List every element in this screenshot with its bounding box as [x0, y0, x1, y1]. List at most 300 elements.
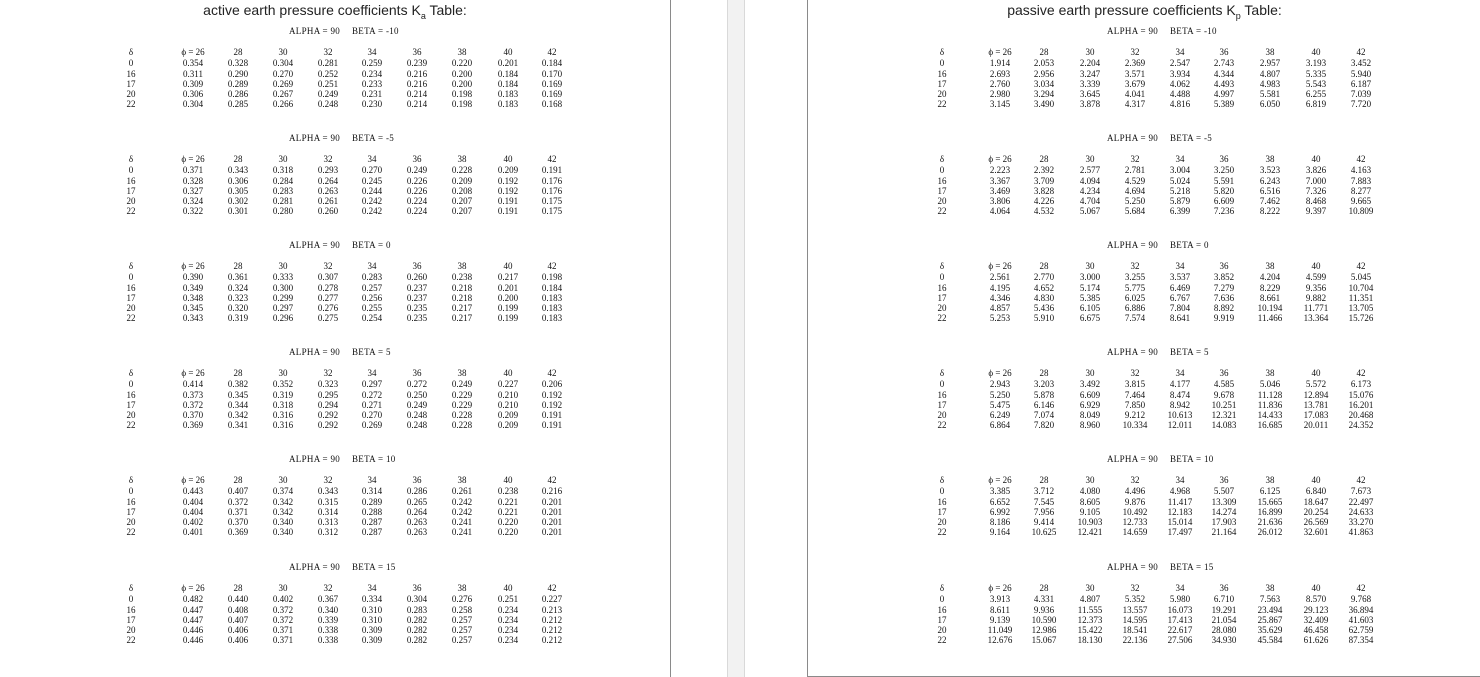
delta-value: 0 [939, 165, 945, 175]
phi-header: ϕ = 26 [988, 47, 1012, 57]
phi-header: 32 [1130, 475, 1140, 485]
coefficient-cell: 0.237 [406, 293, 428, 303]
coefficient-cell: 8.049 [1079, 410, 1101, 420]
phi-header: 42 [547, 475, 557, 485]
phi-header: 40 [1311, 261, 1321, 271]
coefficient-cell: 8.468 [1305, 196, 1327, 206]
delta-value: 17 [937, 186, 947, 196]
coefficient-cell: 4.807 [1259, 69, 1281, 79]
coefficient-cell: 7.820 [1033, 420, 1055, 430]
delta-value: 20 [937, 89, 947, 99]
coefficient-cell: 10.251 [1211, 400, 1237, 410]
coefficient-cell: 29.123 [1303, 605, 1329, 615]
coefficient-cell: 2.053 [1033, 58, 1055, 68]
coefficient-cell: 0.373 [182, 390, 204, 400]
coefficient-cell: 4.234 [1079, 186, 1101, 196]
coefficient-cell: 13.781 [1303, 400, 1329, 410]
coefficient-cell: 0.227 [497, 379, 519, 389]
alpha-label: ALPHA = 90 [289, 454, 341, 464]
coefficient-cell: 0.270 [361, 410, 383, 420]
coefficient-cell: 0.280 [272, 206, 294, 216]
coefficient-cell: 0.446 [182, 625, 204, 635]
coefficient-cell: 2.957 [1259, 58, 1281, 68]
coefficient-cell: 4.807 [1079, 594, 1101, 604]
phi-header: 30 [278, 47, 288, 57]
coefficient-cell: 3.913 [989, 594, 1011, 604]
coefficient-cell: 11.417 [1167, 497, 1193, 507]
coefficient-cell: 0.260 [317, 206, 339, 216]
phi-header: 28 [233, 475, 243, 485]
coefficient-cell: 2.693 [989, 69, 1011, 79]
coefficient-cell: 3.145 [989, 99, 1011, 109]
coefficient-cell: 0.344 [227, 400, 249, 410]
delta-value: 20 [126, 196, 136, 206]
table-row [0, 615, 670, 625]
coefficient-cell: 0.220 [497, 517, 519, 527]
alpha-label: ALPHA = 90 [1107, 26, 1159, 36]
coefficient-cell: 0.168 [541, 99, 563, 109]
coefficient-cell: 0.220 [451, 58, 473, 68]
coefficient-cell: 0.374 [272, 486, 294, 496]
header-row [0, 261, 670, 271]
delta-value: 22 [126, 206, 136, 216]
coefficient-cell: 12.421 [1077, 527, 1103, 537]
coefficient-cell: 0.414 [182, 379, 204, 389]
coefficient-cell: 8.222 [1259, 206, 1281, 216]
delta-header: δ [128, 47, 134, 57]
coefficient-cell: 19.291 [1211, 605, 1237, 615]
coefficient-cell: 4.652 [1033, 283, 1055, 293]
phi-header: 34 [367, 475, 377, 485]
coefficient-cell: 0.302 [227, 196, 249, 206]
header-row [0, 47, 670, 57]
delta-value: 17 [937, 79, 947, 89]
coefficient-cell: 0.345 [227, 390, 249, 400]
phi-header: 38 [1265, 475, 1275, 485]
delta-value: 17 [937, 615, 947, 625]
coefficient-cell: 0.315 [317, 497, 339, 507]
delta-value: 20 [937, 303, 947, 313]
beta-label: BETA = -10 [352, 26, 399, 36]
coefficient-cell: 3.000 [1079, 272, 1101, 282]
coefficient-cell: 0.324 [227, 283, 249, 293]
coefficient-cell: 4.094 [1079, 176, 1101, 186]
coefficient-cell: 0.249 [451, 379, 473, 389]
coefficient-cell: 7.039 [1350, 89, 1372, 99]
coefficient-cell: 0.443 [182, 486, 204, 496]
coefficient-cell: 0.370 [182, 410, 204, 420]
coefficient-cell: 9.105 [1079, 507, 1101, 517]
coefficient-cell: 0.192 [497, 186, 519, 196]
coefficient-cell: 5.475 [989, 400, 1011, 410]
coefficient-cell: 0.210 [497, 390, 519, 400]
table-row [808, 196, 1480, 206]
coefficient-cell: 0.263 [406, 527, 428, 537]
phi-header: 32 [1130, 154, 1140, 164]
coefficient-cell: 6.886 [1124, 303, 1146, 313]
beta-label: BETA = 15 [1170, 562, 1214, 572]
phi-header: 38 [457, 47, 467, 57]
delta-value: 16 [126, 390, 136, 400]
phi-header: 30 [278, 475, 288, 485]
coefficient-cell: 0.293 [317, 165, 339, 175]
coefficient-cell: 2.760 [989, 79, 1011, 89]
coefficient-cell: 6.243 [1259, 176, 1281, 186]
delta-value: 0 [128, 594, 134, 604]
phi-header: 32 [323, 261, 333, 271]
coefficient-cell: 0.224 [406, 196, 428, 206]
coefficient-cell: 9.212 [1124, 410, 1146, 420]
table-row [808, 293, 1480, 303]
table-row [808, 303, 1480, 313]
coefficient-cell: 0.369 [227, 527, 249, 537]
phi-header: 32 [1130, 47, 1140, 57]
coefficient-cell: 3.852 [1213, 272, 1235, 282]
table-row [0, 486, 670, 496]
coefficient-cell: 0.257 [451, 625, 473, 635]
coefficient-cell: 0.287 [361, 517, 383, 527]
coefficient-cell: 0.371 [227, 507, 249, 517]
coefficient-cell: 0.318 [272, 165, 294, 175]
phi-header: 40 [503, 47, 513, 57]
phi-header: 30 [278, 261, 288, 271]
coefficient-cell: 0.200 [451, 69, 473, 79]
coefficient-cell: 35.629 [1257, 625, 1283, 635]
coefficient-cell: 11.466 [1257, 313, 1283, 323]
coefficient-cell: 2.943 [989, 379, 1011, 389]
title-subscript: p [1235, 10, 1241, 21]
table-row [808, 635, 1480, 645]
phi-header: ϕ = 26 [988, 261, 1012, 271]
phi-header: 40 [1311, 475, 1321, 485]
header-row [808, 261, 1480, 271]
coefficient-cell: 0.342 [272, 497, 294, 507]
coefficient-cell: 0.245 [361, 176, 383, 186]
delta-value: 20 [937, 517, 947, 527]
coefficient-cell: 7.850 [1124, 400, 1146, 410]
coefficient-cell: 15.076 [1348, 390, 1374, 400]
delta-value: 0 [939, 486, 945, 496]
coefficient-cell: 11.771 [1303, 303, 1329, 313]
coefficient-cell: 0.406 [227, 625, 249, 635]
coefficient-cell: 3.294 [1033, 89, 1055, 99]
coefficient-cell: 0.184 [541, 283, 563, 293]
coefficient-cell: 0.289 [227, 79, 249, 89]
coefficient-cell: 0.241 [451, 527, 473, 537]
delta-value: 0 [128, 379, 134, 389]
coefficient-cell: 12.011 [1167, 420, 1193, 430]
coefficient-cell: 10.492 [1122, 507, 1148, 517]
phi-header: 28 [233, 261, 243, 271]
delta-value: 16 [937, 69, 947, 79]
coefficient-cell: 0.198 [541, 272, 563, 282]
coefficient-cell: 0.281 [272, 196, 294, 206]
coefficient-cell: 7.326 [1305, 186, 1327, 196]
coefficient-cell: 3.004 [1169, 165, 1191, 175]
coefficient-cell: 2.577 [1079, 165, 1101, 175]
delta-value: 22 [126, 420, 136, 430]
header-row [0, 154, 670, 164]
coefficient-cell: 0.252 [317, 69, 339, 79]
coefficient-cell: 0.184 [497, 79, 519, 89]
phi-header: 36 [412, 475, 422, 485]
coefficient-cell: 5.046 [1259, 379, 1281, 389]
coefficient-cell: 8.474 [1169, 390, 1191, 400]
coefficient-cell: 18.130 [1077, 635, 1103, 645]
alpha-label: ALPHA = 90 [289, 240, 341, 250]
coefficient-cell: 0.307 [317, 272, 339, 282]
coefficient-cell: 7.279 [1213, 283, 1235, 293]
coefficient-cell: 0.249 [317, 89, 339, 99]
coefficient-cell: 0.270 [361, 165, 383, 175]
coefficient-cell: 0.206 [541, 379, 563, 389]
coefficient-cell: 0.257 [451, 615, 473, 625]
coefficient-cell: 0.282 [406, 635, 428, 645]
coefficient-cell: 11.049 [987, 625, 1013, 635]
alpha-label: ALPHA = 90 [289, 26, 341, 36]
table-row [0, 420, 670, 430]
table-row [808, 272, 1480, 282]
coefficient-cell: 5.045 [1350, 272, 1372, 282]
coefficient-cell: 0.213 [541, 605, 563, 615]
beta-label: BETA = 0 [352, 240, 391, 250]
alpha-label: ALPHA = 90 [1107, 347, 1159, 357]
delta-value: 22 [126, 99, 136, 109]
delta-value: 20 [126, 303, 136, 313]
phi-header: 34 [367, 47, 377, 57]
coefficient-cell: 0.272 [361, 390, 383, 400]
coefficient-cell: 6.864 [989, 420, 1011, 430]
coefficient-cell: 0.446 [182, 635, 204, 645]
coefficient-cell: 7.462 [1259, 196, 1281, 206]
coefficient-cell: 13.309 [1211, 497, 1237, 507]
coefficient-cell: 2.561 [989, 272, 1011, 282]
table-row [808, 176, 1480, 186]
coefficient-cell: 0.234 [497, 605, 519, 615]
coefficient-cell: 0.265 [406, 497, 428, 507]
coefficient-cell: 11.351 [1348, 293, 1374, 303]
coefficient-cell: 3.367 [989, 176, 1011, 186]
coefficient-cell: 0.318 [272, 400, 294, 410]
coefficient-cell: 0.316 [272, 420, 294, 430]
coefficient-cell: 9.768 [1350, 594, 1372, 604]
coefficient-cell: 10.903 [1077, 517, 1103, 527]
beta-label: BETA = 0 [1170, 240, 1209, 250]
coefficient-cell: 0.278 [317, 283, 339, 293]
phi-header: 42 [1356, 475, 1366, 485]
coefficient-cell: 5.250 [1124, 196, 1146, 206]
coefficient-cell: 7.236 [1213, 206, 1235, 216]
phi-header: ϕ = 26 [181, 261, 205, 271]
coefficient-cell: 5.581 [1259, 89, 1281, 99]
coefficient-cell: 4.317 [1124, 99, 1146, 109]
coefficient-cell: 15.422 [1077, 625, 1103, 635]
header-row [808, 475, 1480, 485]
coefficient-cell: 4.177 [1169, 379, 1191, 389]
phi-header: 28 [233, 368, 243, 378]
phi-header: 32 [323, 583, 333, 593]
coefficient-cell: 5.067 [1079, 206, 1101, 216]
table-row [808, 58, 1480, 68]
table-row [0, 89, 670, 99]
coefficient-cell: 10.625 [1031, 527, 1057, 537]
table-row [0, 313, 670, 323]
coefficient-cell: 4.816 [1169, 99, 1191, 109]
coefficient-cell: 0.276 [317, 303, 339, 313]
coefficient-cell: 10.194 [1257, 303, 1283, 313]
coefficient-cell: 5.879 [1169, 196, 1191, 206]
coefficient-cell: 0.354 [182, 58, 204, 68]
coefficient-cell: 3.203 [1033, 379, 1055, 389]
table-row [0, 390, 670, 400]
coefficient-cell: 0.228 [451, 410, 473, 420]
phi-header: 30 [1085, 583, 1095, 593]
phi-header: 28 [233, 583, 243, 593]
coefficient-cell: 23.494 [1257, 605, 1283, 615]
phi-header: ϕ = 26 [181, 368, 205, 378]
coefficient-cell: 16.201 [1348, 400, 1374, 410]
coefficient-cell: 0.340 [317, 605, 339, 615]
coefficient-cell: 0.199 [497, 303, 519, 313]
table-row [0, 635, 670, 645]
coefficient-cell: 28.080 [1211, 625, 1237, 635]
coefficient-cell: 8.661 [1259, 293, 1281, 303]
coefficient-cell: 0.264 [317, 176, 339, 186]
coefficient-cell: 3.034 [1033, 79, 1055, 89]
coefficient-cell: 0.272 [406, 379, 428, 389]
coefficient-cell: 32.409 [1303, 615, 1329, 625]
coefficient-cell: 7.636 [1213, 293, 1235, 303]
table-row [0, 410, 670, 420]
coefficient-cell: 15.067 [1031, 635, 1057, 645]
coefficient-cell: 34.930 [1211, 635, 1237, 645]
coefficient-cell: 22.136 [1122, 635, 1148, 645]
coefficient-cell: 4.346 [989, 293, 1011, 303]
coefficient-cell: 0.209 [497, 165, 519, 175]
phi-header: 32 [1130, 583, 1140, 593]
coefficient-cell: 61.626 [1303, 635, 1329, 645]
table-row [0, 507, 670, 517]
coefficient-cell: 0.183 [541, 293, 563, 303]
delta-value: 22 [937, 99, 947, 109]
coefficient-cell: 0.322 [182, 206, 204, 216]
coefficient-cell: 0.200 [497, 293, 519, 303]
table-row [0, 69, 670, 79]
delta-header: δ [939, 368, 945, 378]
phi-header: 34 [1175, 475, 1185, 485]
coefficient-cell: 11.128 [1257, 390, 1283, 400]
phi-header: 40 [1311, 583, 1321, 593]
alpha-label: ALPHA = 90 [1107, 240, 1159, 250]
table-row [0, 58, 670, 68]
coefficient-cell: 0.338 [317, 625, 339, 635]
phi-header: ϕ = 26 [181, 475, 205, 485]
delta-value: 20 [937, 625, 947, 635]
coefficient-cell: 27.506 [1167, 635, 1193, 645]
delta-value: 0 [939, 272, 945, 282]
coefficient-cell: 0.242 [361, 206, 383, 216]
phi-header: 30 [278, 154, 288, 164]
coefficient-cell: 0.249 [406, 400, 428, 410]
coefficient-cell: 0.235 [406, 303, 428, 313]
delta-value: 20 [126, 517, 136, 527]
coefficient-cell: 4.585 [1213, 379, 1235, 389]
coefficient-cell: 0.341 [227, 420, 249, 430]
coefficient-cell: 2.204 [1079, 58, 1101, 68]
coefficient-cell: 20.468 [1348, 410, 1374, 420]
coefficient-cell: 0.286 [227, 89, 249, 99]
coefficient-cell: 0.224 [406, 206, 428, 216]
phi-header: 30 [1085, 368, 1095, 378]
phi-header: 34 [1175, 47, 1185, 57]
coefficient-cell: 17.497 [1167, 527, 1193, 537]
coefficient-cell: 8.229 [1259, 283, 1281, 293]
coefficient-cell: 0.248 [317, 99, 339, 109]
phi-header: 32 [323, 154, 333, 164]
coefficient-cell: 0.324 [182, 196, 204, 206]
coefficient-cell: 24.633 [1348, 507, 1374, 517]
coefficient-cell: 0.339 [317, 615, 339, 625]
coefficient-cell: 6.146 [1033, 400, 1055, 410]
coefficient-cell: 7.074 [1033, 410, 1055, 420]
beta-label: BETA = 5 [1170, 347, 1209, 357]
coefficient-cell: 5.820 [1213, 186, 1235, 196]
coefficient-cell: 9.164 [989, 527, 1011, 537]
table-row [808, 486, 1480, 496]
coefficient-cell: 0.297 [361, 379, 383, 389]
coefficient-cell: 0.328 [182, 176, 204, 186]
coefficient-cell: 0.287 [361, 527, 383, 537]
phi-header: 36 [1219, 583, 1229, 593]
coefficient-cell: 0.342 [227, 410, 249, 420]
coefficient-cell: 6.840 [1305, 486, 1327, 496]
coefficient-cell: 2.980 [989, 89, 1011, 99]
coefficient-cell: 41.603 [1348, 615, 1374, 625]
coefficient-cell: 0.183 [497, 89, 519, 99]
coefficient-cell: 0.191 [497, 206, 519, 216]
coefficient-cell: 10.809 [1348, 206, 1374, 216]
coefficient-cell: 6.609 [1079, 390, 1101, 400]
coefficient-cell: 0.282 [406, 625, 428, 635]
coefficient-cell: 6.255 [1305, 89, 1327, 99]
coefficient-cell: 14.433 [1257, 410, 1283, 420]
coefficient-cell: 12.183 [1167, 507, 1193, 517]
table-row [808, 89, 1480, 99]
coefficient-cell: 4.857 [989, 303, 1011, 313]
phi-header: 42 [547, 154, 557, 164]
coefficient-cell: 0.281 [317, 58, 339, 68]
coefficient-cell: 20.011 [1303, 420, 1329, 430]
active-table-page [0, 0, 671, 677]
coefficient-cell: 0.244 [361, 186, 383, 196]
coefficient-cell: 21.054 [1211, 615, 1237, 625]
table-row [808, 605, 1480, 615]
phi-header: 42 [547, 368, 557, 378]
coefficient-cell: 9.356 [1305, 283, 1327, 293]
delta-value: 17 [937, 400, 947, 410]
coefficient-cell: 0.301 [227, 206, 249, 216]
coefficient-cell: 0.323 [317, 379, 339, 389]
coefficient-cell: 3.878 [1079, 99, 1101, 109]
phi-header: 38 [457, 154, 467, 164]
delta-value: 22 [126, 313, 136, 323]
coefficient-cell: 0.343 [227, 165, 249, 175]
coefficient-cell: 0.226 [406, 186, 428, 196]
coefficient-cell: 0.311 [183, 69, 203, 79]
delta-header: δ [939, 47, 945, 57]
coefficient-cell: 0.319 [272, 390, 294, 400]
beta-label: BETA = 5 [352, 347, 391, 357]
